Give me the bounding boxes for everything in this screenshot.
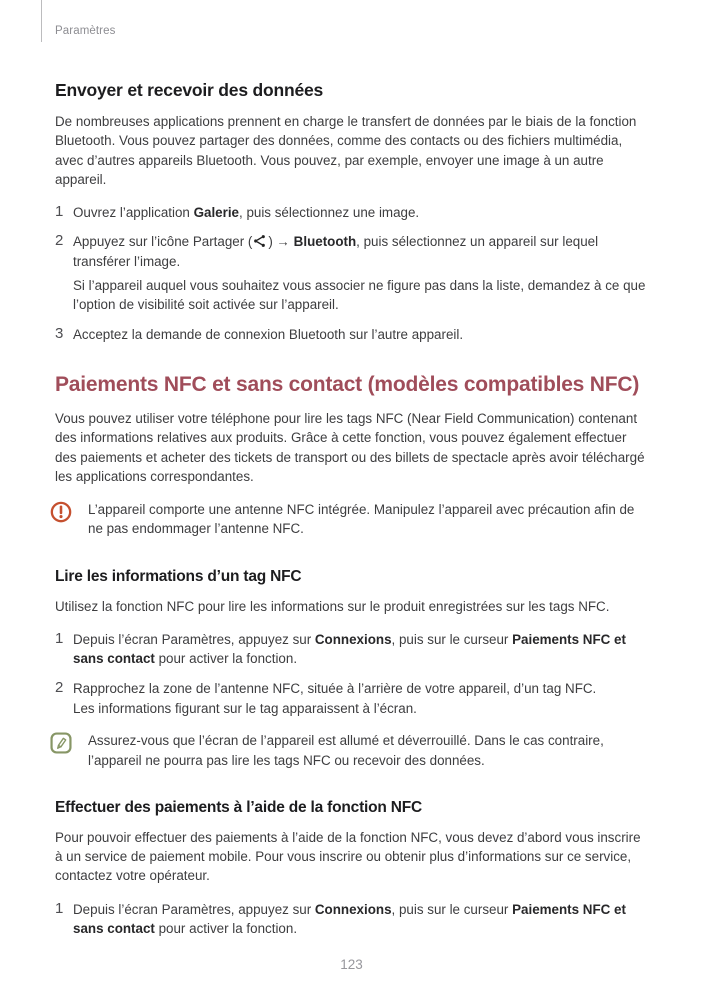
step-extra-text: Si l’appareil auquel vous souhaitez vous associer ne figure pas dans la liste, demandez à ce que l’option de visibilité soit activée sur l’appareil. xyxy=(73,278,646,313)
step-extra-text: Les informations figurant sur le tag apparaissent à l’écran. xyxy=(73,700,417,716)
step-text-wrap xyxy=(73,679,649,719)
subsection-heading-pay-with-nfc: Effectuer des paiements à l’aide de la fonction NFC xyxy=(55,798,423,816)
step-item xyxy=(55,679,649,719)
step-item xyxy=(55,232,649,314)
step-number: 2 xyxy=(55,232,64,250)
step-item xyxy=(55,900,649,939)
step-text: Rapprochez la zone de l’antenne NFC, située à l’arrière de votre appareil, d’un tag NFC. xyxy=(73,680,597,696)
ordered-steps xyxy=(55,630,649,718)
step-number: 2 xyxy=(55,678,64,696)
chapter-heading-nfc-payments: Paiements NFC et sans contact (modèles compatibles NFC) xyxy=(55,372,640,396)
ordered-steps xyxy=(55,900,649,939)
step-item xyxy=(55,630,649,669)
step-text-wrap xyxy=(73,232,649,314)
step-item xyxy=(55,203,649,222)
paragraph: Vous pouvez utiliser votre téléphone pour lire les tags NFC (Near Field Communication) contenant des informations relatives aux produits. Grâce à cette fonction, vous pouvez également effectuer des paiements et acheter des tickets de transport ou des billets de spectacle après avoir téléchargé les applications correspondantes. xyxy=(55,410,645,484)
header-divider xyxy=(41,0,42,42)
warning-text: L’appareil comporte une antenne NFC intégrée. Manipulez l’appareil avec précaution afin de ne pas endommager l’antenne NFC. xyxy=(88,502,635,537)
ordered-steps xyxy=(55,203,649,344)
note-text: Assurez-vous que l’écran de l’appareil est allumé et déverrouillé. Dans le cas contraire, l’appareil ne pourra pas lire les tags NFC ou recevoir des données. xyxy=(88,733,604,768)
share-icon xyxy=(253,234,267,248)
step-number: 1 xyxy=(55,899,64,917)
subsection-heading-read-nfc-tag: Lire les informations d’un tag NFC xyxy=(55,567,302,585)
step-text: Acceptez la demande de connexion Bluetooth sur l’autre appareil. xyxy=(73,326,464,342)
page-content xyxy=(55,80,649,948)
warning-callout xyxy=(50,500,649,539)
step-number: 3 xyxy=(55,324,64,342)
step-number: 1 xyxy=(55,203,64,221)
step-text: Depuis l’écran Paramètres, appuyez sur Connexions, puis sur le curseur Paiements NFC et sans contact pour activer la fonction. xyxy=(73,901,626,937)
section-heading-send-receive-data: Envoyer et recevoir des données xyxy=(55,80,324,100)
page-number: 123 xyxy=(340,957,363,972)
note-pen-icon xyxy=(50,732,72,754)
paragraph: De nombreuses applications prennent en charge le transfert de données par le biais de la fonction Bluetooth. Vous pouvez partager des données, comme des contacts ou des fichiers multimédia, avec d’autres appareils Bluetooth. Vous pouvez, par exemple, envoyer une image à un autre appareil. xyxy=(55,114,637,187)
step-number: 1 xyxy=(55,630,64,648)
step-item xyxy=(55,325,649,344)
paragraph: Utilisez la fonction NFC pour lire les informations sur le produit enregistrées sur les tags NFC. xyxy=(55,598,610,614)
note-callout xyxy=(50,731,649,770)
step-text: Depuis l’écran Paramètres, appuyez sur Connexions, puis sur le curseur Paiements NFC et sans contact pour activer la fonction. xyxy=(73,632,626,667)
step-text: Ouvrez l’application Galerie, puis sélectionnez une image. xyxy=(73,205,420,221)
breadcrumb: Paramètres xyxy=(55,25,116,37)
step-text: Appuyez sur l’icône Partager ( ) → Bluetooth, puis sélectionnez un appareil sur lequel transférer l’image. xyxy=(73,234,599,269)
warning-icon xyxy=(50,501,72,523)
paragraph: Pour pouvoir effectuer des paiements à l’aide de la fonction NFC, vous devez d’abord vous inscrire à un service de paiement mobile. Pour vous inscrire ou obtenir plus d’informations sur ce service, contactez votre opérateur. xyxy=(55,829,641,884)
